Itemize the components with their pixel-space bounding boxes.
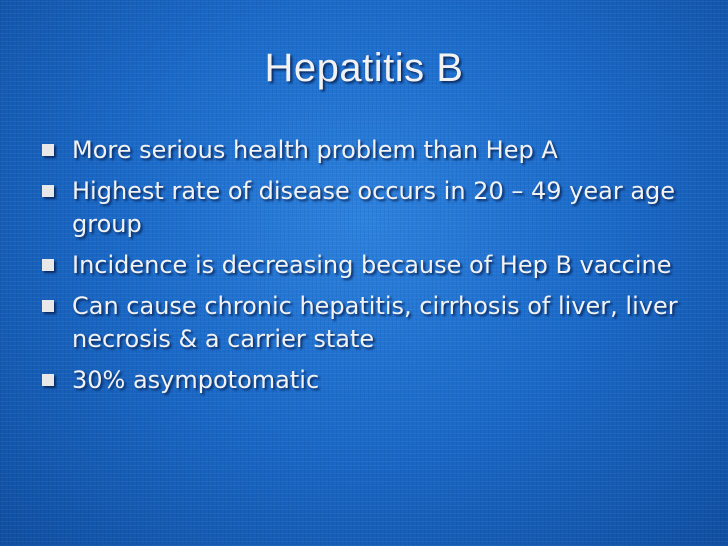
bullet-item [42, 364, 702, 397]
bullet-item [42, 175, 702, 241]
square-bullet-icon [42, 374, 54, 386]
bullet-item [42, 134, 702, 167]
bullet-item [42, 249, 702, 282]
bullet-text: 30% asympotomatic [72, 366, 320, 394]
bullet-text: Incidence is decreasing because of Hep B vaccine [72, 251, 672, 279]
square-bullet-icon [42, 259, 54, 271]
bullet-text: Can cause chronic hepatitis, cirrhosis of liver, liver necrosis & a carrier state [72, 292, 678, 353]
bullet-list [42, 134, 702, 405]
bullet-text: Highest rate of disease occurs in 20 – 49 year age group [72, 177, 676, 238]
slide-title: Hepatitis B [264, 46, 464, 90]
square-bullet-icon [42, 144, 54, 156]
bullet-text: More serious health problem than Hep A [72, 136, 558, 164]
square-bullet-icon [42, 300, 54, 312]
square-bullet-icon [42, 185, 54, 197]
bullet-item [42, 290, 702, 356]
